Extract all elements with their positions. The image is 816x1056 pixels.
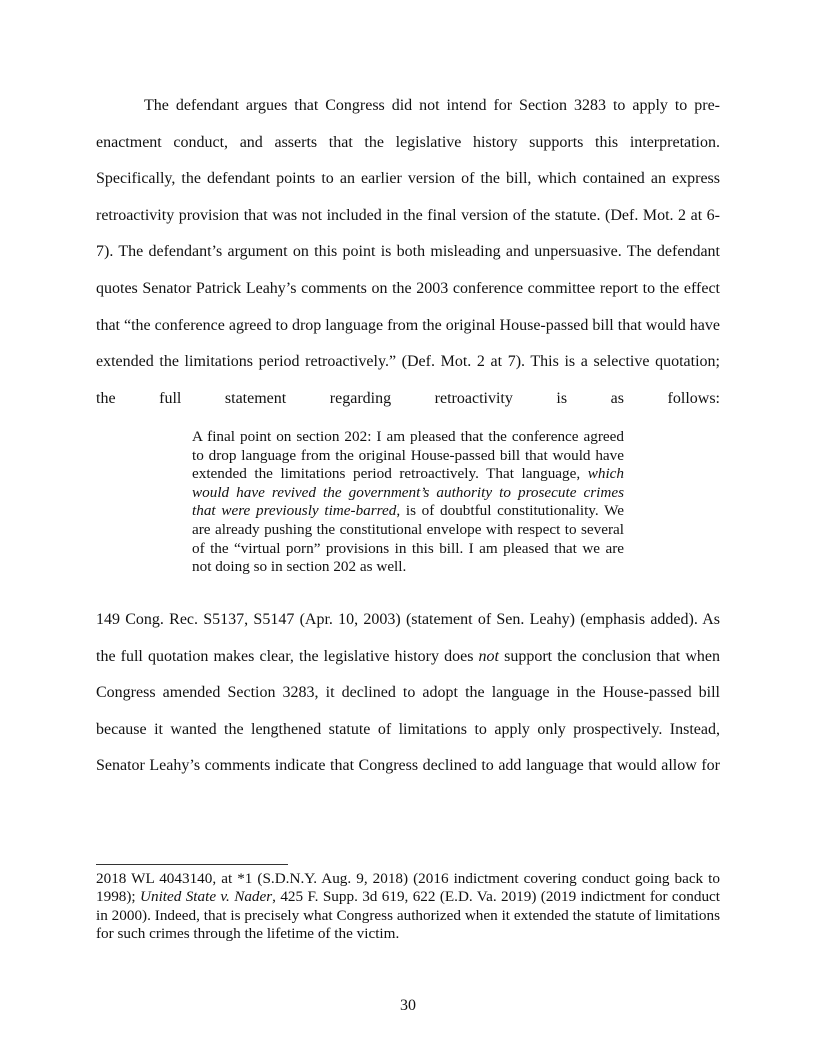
body-paragraph-2 bbox=[96, 602, 720, 785]
paragraph-2-text-start: 149 Cong. Rec. S5137, S5147 (Apr. 10, 2003) (statement of Sen. Leahy) (emphasis added). As the full quotation makes clear, the legislative history does bbox=[96, 611, 720, 665]
footnote-text-start: 2018 WL 4043140, at *1 (S.D.N.Y. Aug. 9, 2018) (2016 indictment covering conduct going back to 1998); bbox=[96, 870, 720, 906]
block-quote-text-end: , is of doubtful constitutionality. We are already pushing the constitutional envelope with respect to several of the “virtual porn” provisions in this bill. I am pleased that we are not doing so in section 202 as well. bbox=[192, 502, 624, 576]
block-quote-emphasis: which would have revived the government’s authority to prosecute crimes that were previously time-barred bbox=[192, 465, 624, 520]
page-number: 30 bbox=[400, 997, 416, 1014]
footnote bbox=[96, 870, 720, 944]
body-paragraph-1 bbox=[96, 88, 720, 417]
footnote-text-end: , 425 F. Supp. 3d 619, 622 (E.D. Va. 2019) (2019 indictment for conduct in 2000). Indeed, that is precisely what Congress authorized when it extended the statute of limitations for such crimes through the lifetime of the victim. bbox=[96, 888, 720, 943]
paragraph-2-text-end: support the conclusion that when Congress amended Section 3283, it declined to adopt the language in the House-passed bill because it wanted the lengthened statute of limitations to apply only prospectively. Instead, Senator Leahy’s comments indicate that Congress declined to add language that would allow for bbox=[96, 647, 721, 775]
paragraph-1-text: The defendant argues that Congress did not intend for Section 3283 to apply to pre-enactment conduct, and asserts that the legislative history supports this interpretation. Specifically, the defendant points to an earlier version of the bill, which contained an express retroactivity provision that was not included in the final version of the statute. (Def. Mot. 2 at 6-7). The defendant’s argument on this point is both misleading and unpersuasive. The defendant quotes Senator Patrick Leahy’s comments on the 2003 conference committee report to the effect that “the conference agreed to drop language from the original House-passed bill that would have extended the limitations period retroactively.” (Def. Mot. 2 at 7). This is a selective quotation; the full statement regarding retroactivity is as follows: bbox=[96, 97, 720, 407]
paragraph-2-emphasis: not bbox=[478, 647, 499, 665]
footnote-separator bbox=[96, 864, 288, 865]
block-quote bbox=[192, 428, 624, 577]
footnote-case-name: United State v. Nader bbox=[140, 888, 273, 906]
block-quote-text-start: A final point on section 202: I am pleased that the conference agreed to drop language from the original House-passed bill that would have extended the limitations period retroactively. That language, bbox=[192, 428, 624, 483]
